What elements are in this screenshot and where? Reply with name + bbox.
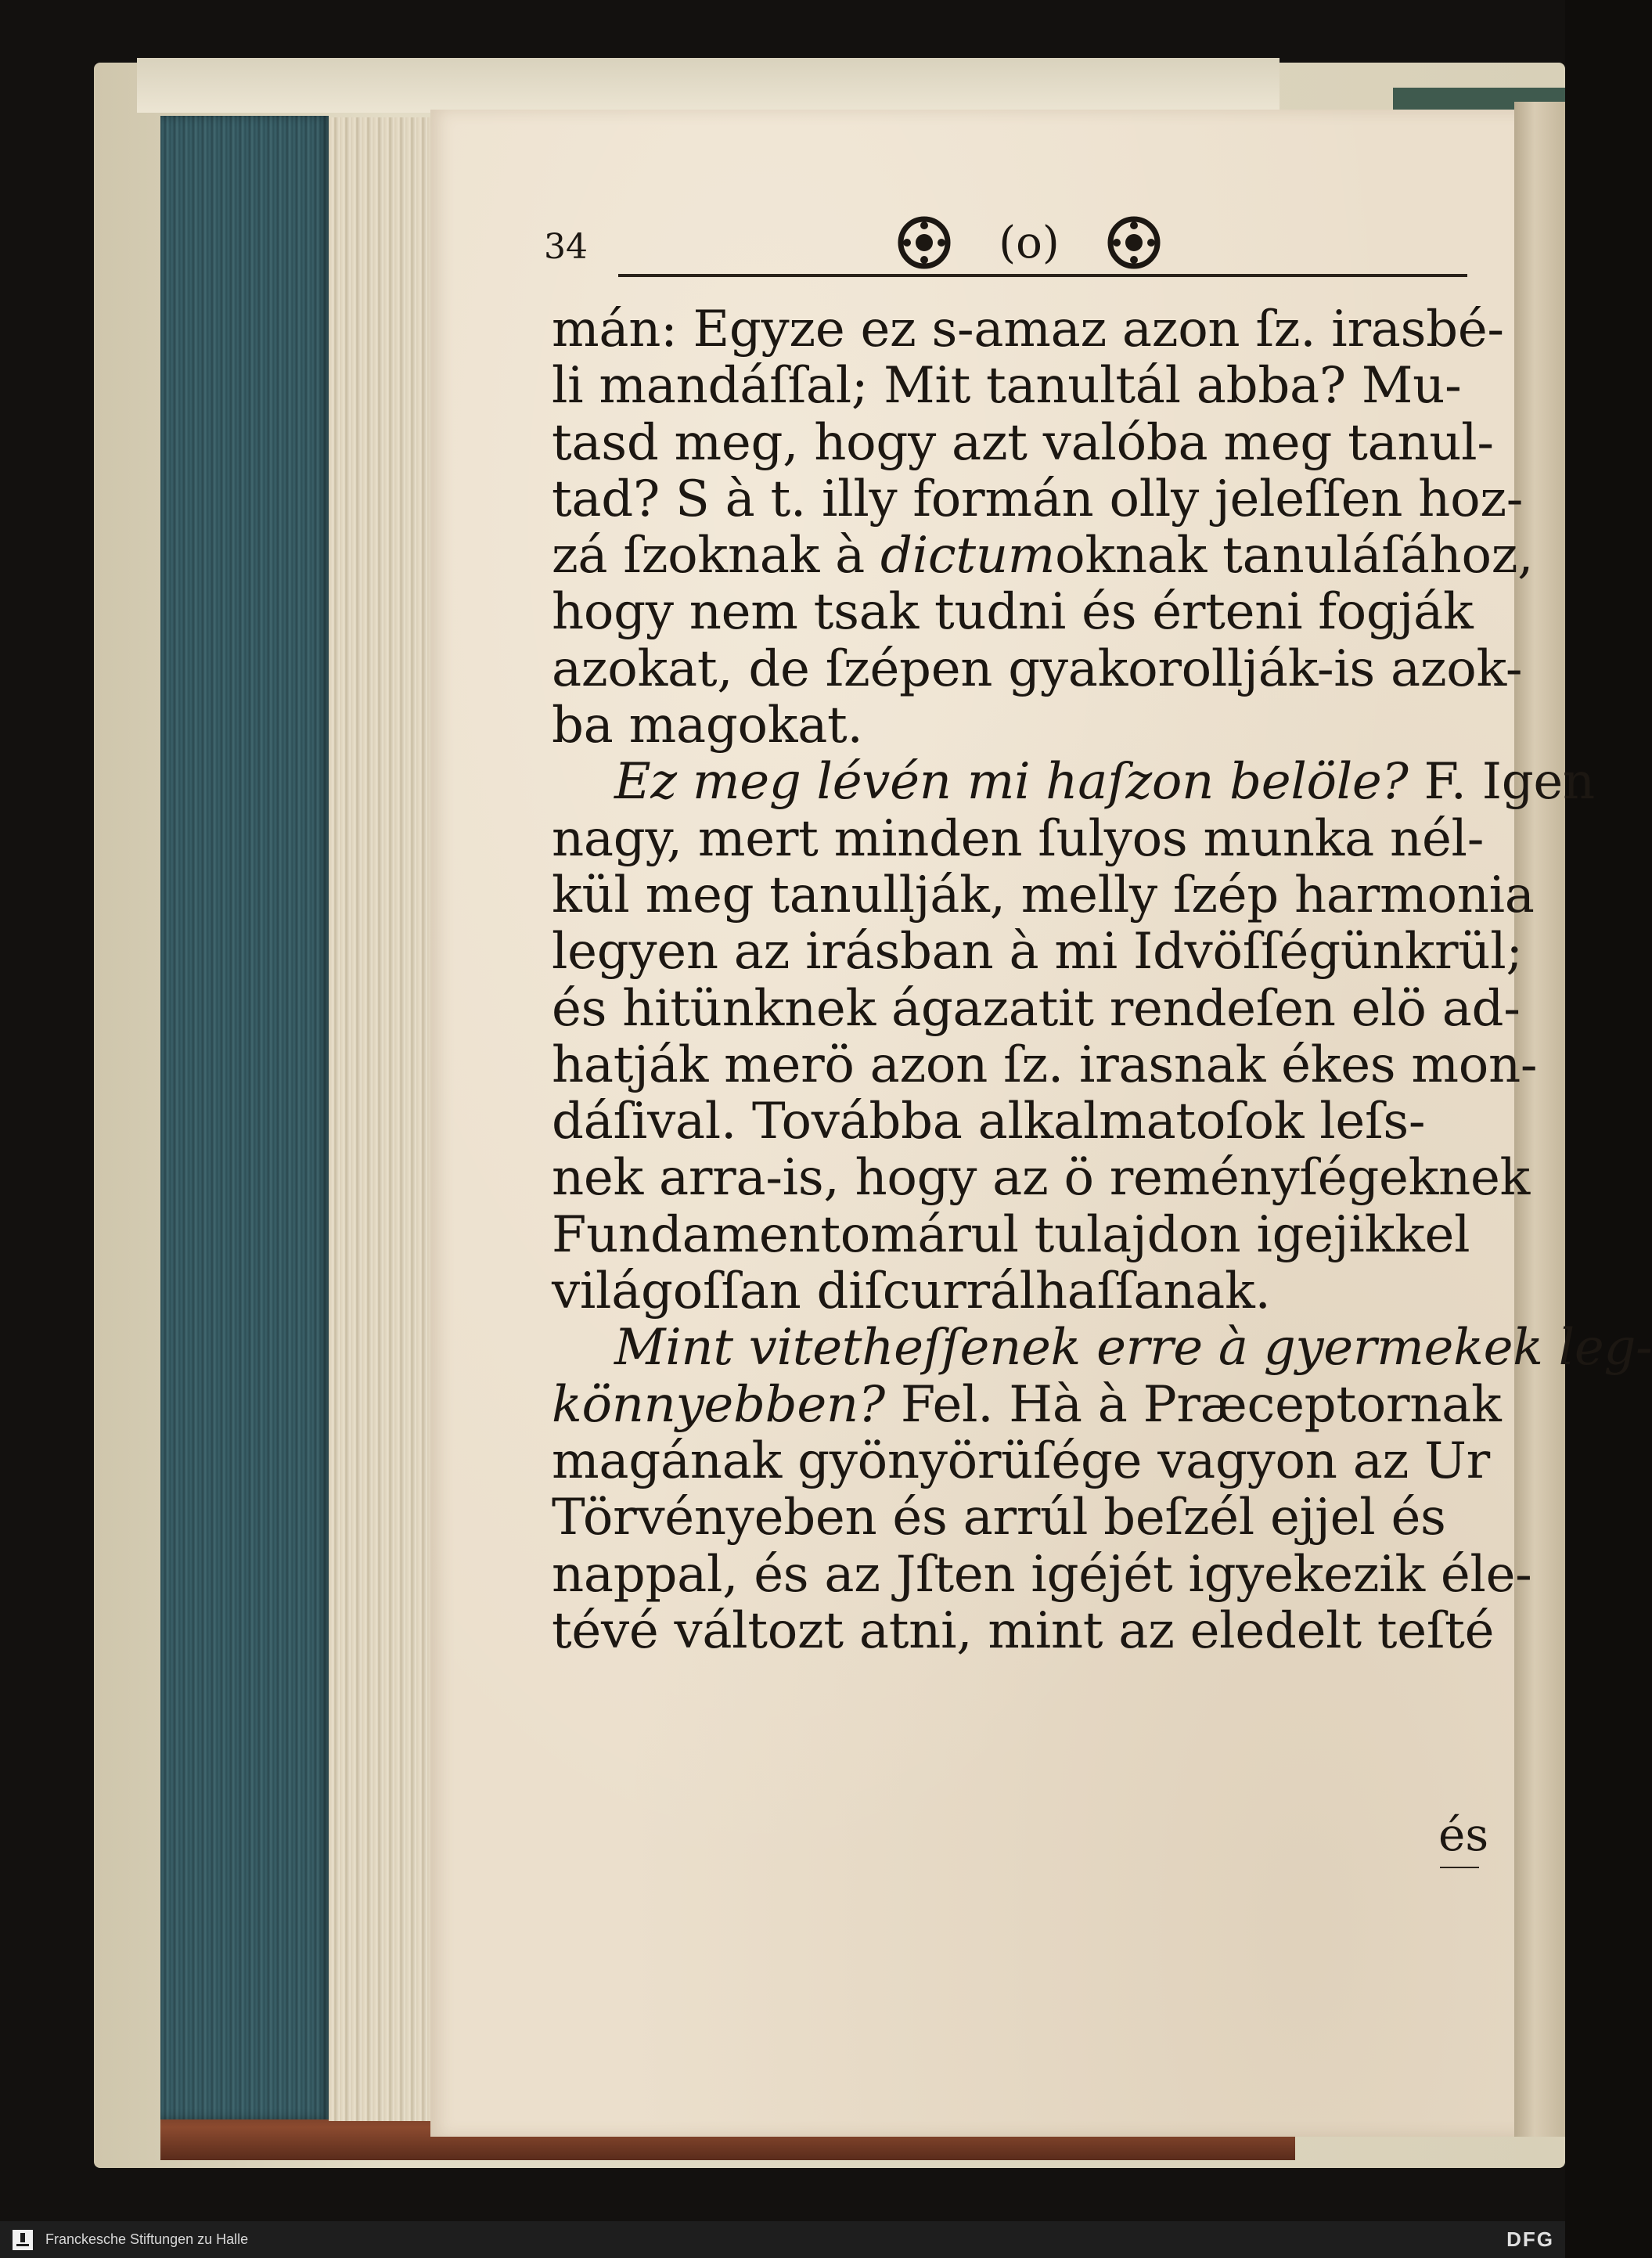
page-edges-colored xyxy=(160,116,329,2119)
footer-institution: Franckesche Stiftungen zu Halle xyxy=(45,2231,249,2247)
text-segment: kül meg tanullják, melly ſzép harmonia xyxy=(552,866,1535,924)
text-line xyxy=(552,1263,1491,1320)
text-segment: tad? S à t. illy formán olly jeleſſen hoz- xyxy=(552,470,1524,528)
text-line xyxy=(552,1093,1491,1150)
text-segment: zá ſzoknak à xyxy=(552,527,881,585)
page-gutter xyxy=(1514,102,1565,2137)
text-line xyxy=(552,413,1494,472)
italic-segment: könnyebben? xyxy=(552,1375,885,1434)
text-line xyxy=(552,866,1535,924)
rosette-right-icon xyxy=(1106,214,1162,271)
institution-logo-icon xyxy=(9,2227,36,2253)
ornament-center: (o) xyxy=(999,217,1060,268)
text-line xyxy=(552,639,1523,698)
text-line xyxy=(552,1035,1538,1094)
header-ornament xyxy=(896,211,1162,274)
text-segment: magának gyönyörüſége vagyon az Ur xyxy=(552,1432,1490,1490)
text-line xyxy=(552,1207,1491,1263)
text-segment: Fundamentomárul tulajdon igejikkel xyxy=(552,1205,1470,1264)
catchword-rule xyxy=(1440,1867,1479,1868)
catchword: és xyxy=(1438,1808,1489,1861)
italic-segment: Mint vitetheſſenek erre à gyermekek leg- xyxy=(614,1319,1652,1377)
rosette-left-icon xyxy=(896,214,952,271)
text-segment: mán: Egyze ez s-amaz azon ſz. irasbé- xyxy=(552,301,1504,358)
text-segment: nagy, mert minden ſulyos munka nél- xyxy=(552,809,1485,868)
text-line xyxy=(552,1545,1532,1604)
text-line xyxy=(552,811,1491,867)
footer-bar xyxy=(0,2221,1565,2258)
text-line xyxy=(552,358,1491,414)
body-text xyxy=(552,301,1652,1660)
text-segment: Fel. Hà à Præceptornak xyxy=(884,1375,1502,1434)
italic-segment: dictum xyxy=(880,527,1056,585)
text-line xyxy=(552,1433,1491,1489)
page-edges-stack xyxy=(329,117,438,2121)
text-segment: világoſſan diſcurrálhaſſanak. xyxy=(552,1262,1271,1321)
text-segment: tasd meg, hogy azt valóba meg tanul- xyxy=(552,413,1494,472)
text-line xyxy=(552,1375,1502,1434)
text-segment: nek arra-is, hogy az ö reményſégeknek xyxy=(552,1149,1531,1208)
text-segment: ba magokat. xyxy=(552,697,863,755)
text-line xyxy=(552,697,1491,754)
italic-segment: Ez meg lévén mi haſzon belöle? xyxy=(614,753,1409,812)
text-segment: tévé változt atni, mint az eledelt teſté xyxy=(552,1601,1495,1660)
text-line xyxy=(552,1319,1652,1377)
text-segment: legyen az irásban à mi Idvöſſégünkrül; xyxy=(552,923,1523,981)
text-line xyxy=(552,1601,1495,1660)
header-rule xyxy=(618,274,1467,277)
text-segment: oknak tanuláſához, xyxy=(1055,527,1534,585)
text-line xyxy=(552,923,1523,981)
text-segment: hatják merö azon ſz. irasnak ékes mon- xyxy=(552,1035,1538,1094)
text-line xyxy=(552,470,1524,528)
page-number: 34 xyxy=(544,227,588,267)
text-line xyxy=(552,753,1595,812)
text-line xyxy=(552,527,1534,585)
text-line xyxy=(552,1489,1491,1546)
text-line xyxy=(552,301,1504,358)
cover-top-edge xyxy=(137,58,1279,113)
text-segment: dáſival. Továbba alkalmatoſok leſs- xyxy=(552,1093,1426,1151)
footer-dfg-logo: DFG xyxy=(1506,2227,1554,2251)
text-line xyxy=(552,1149,1531,1208)
text-segment: és hitünknek ágazatit rendeſen elö ad- xyxy=(552,979,1521,1038)
text-line xyxy=(552,584,1491,640)
text-segment: nappal, és az Jſten igéjét igyekezik éle- xyxy=(552,1545,1532,1604)
text-segment: Törvényeben és arrúl beſzél ejjel és xyxy=(552,1489,1446,1547)
text-line xyxy=(552,979,1521,1038)
text-segment: F. Igen xyxy=(1408,753,1595,812)
text-segment: azokat, de ſzépen gyakorollják-is azok- xyxy=(552,639,1523,698)
text-segment: hogy nem tsak tudni és érteni fogják xyxy=(552,583,1474,642)
text-segment: li mandáſſal; Mit tanultál abba? Mu- xyxy=(552,357,1462,416)
